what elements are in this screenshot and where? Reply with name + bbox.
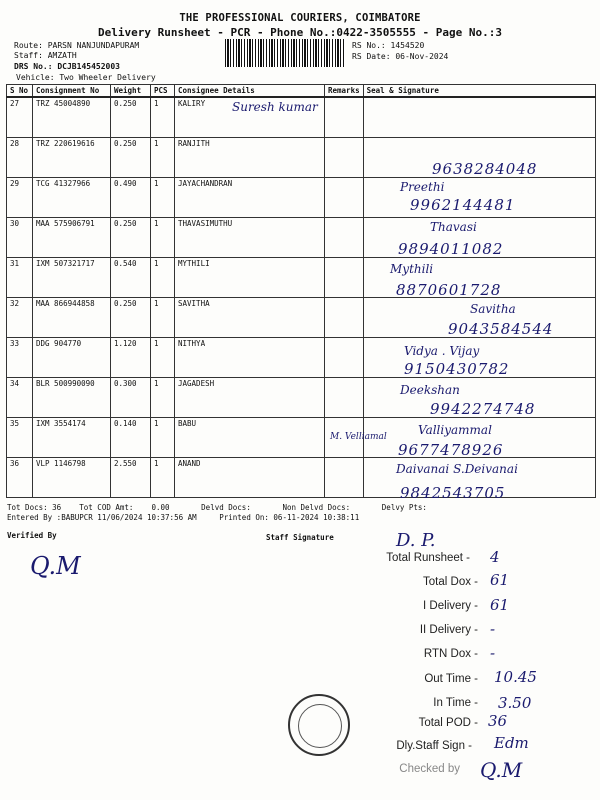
sign-vidya: Vidya . Vijay: [404, 344, 480, 358]
route-line: Route: PARSN NANJUNDAPURAM: [14, 41, 140, 50]
verified-by-label: Verified By: [7, 531, 57, 540]
summary-label-i-delivery: I Delivery -: [423, 600, 478, 612]
company-title: THE PROFESSIONAL COURIERS, COIMBATORE: [179, 12, 421, 24]
drs-line: DRS No.: DCJB145452003: [14, 62, 120, 71]
runsheet-table: [6, 84, 596, 498]
col-remarks: Remarks: [325, 85, 364, 98]
summary-label-ii-delivery: II Delivery -: [419, 624, 478, 636]
summary-label-staff-sign: Dly.Staff Sign -: [396, 740, 472, 752]
phone-33: 9150430782: [404, 360, 510, 378]
phone-30: 9894011082: [398, 240, 504, 258]
col-consignee: Consignee Details: [175, 85, 325, 98]
sign-daivanai: Daivanai S.Deivanai: [396, 462, 518, 476]
rs-date-line: RS Date: 06-Nov-2024: [352, 52, 449, 61]
staff-signature-label: Staff Signature: [266, 533, 334, 542]
table-row: 28 TRZ 220619616 0.250 1 RANJITH: [7, 137, 596, 177]
summary-value-runsheet: 4: [490, 548, 500, 566]
summary-value-out-time: 10.45: [494, 668, 537, 686]
runsheet-subtitle: Delivery Runsheet - PCR - Phone No.:0422-3505555 - Page No.:3: [98, 26, 502, 39]
phone-31: 8870601728: [396, 281, 502, 299]
summary-label-in-time: In Time -: [433, 697, 478, 709]
verified-signature: Q.M: [30, 552, 81, 580]
phone-32: 9043584544: [448, 320, 554, 338]
table-row: 36 VLP 1146798 2.550 1 ANAND: [7, 457, 596, 497]
table-row: 34 BLR 500990090 0.300 1 JAGADESH: [7, 377, 596, 417]
table-row: 29 TCG 41327966 0.490 1 JAYACHANDRAN: [7, 177, 596, 217]
summary-label-total-pod: Total POD -: [418, 717, 478, 729]
summary-value-checked-by: Q.M: [480, 758, 523, 782]
office-seal-stamp: [288, 694, 350, 756]
phone-36: 9842543705: [400, 484, 506, 502]
phone-29: 9962144481: [410, 196, 516, 214]
table-row: 31 IXM 507321717 0.540 1 MYTHILI: [7, 257, 596, 297]
summary-value-total-dox: 61: [490, 571, 510, 589]
table-row: 33 DDG 904770 1.120 1 NITHYA: [7, 337, 596, 377]
table-row: 30 MAA 575906791 0.250 1 THAVASIMUTHU: [7, 217, 596, 257]
col-weight: Weight: [111, 85, 151, 98]
col-consignment: Consignment No: [33, 85, 111, 98]
sign-deekshan: Deekshan: [400, 383, 460, 397]
totals-line: Tot Docs: 36 Tot COD Amt: 0.00 Delvd Docs: Non Delvd Docs: Delvy Pts:: [7, 503, 427, 512]
table-row: 27 TRZ 45004890 0.250 1 KALIRY: [7, 97, 596, 137]
sign-thavasi: Thavasi: [430, 220, 477, 234]
sign-savitha: Savitha: [470, 302, 516, 316]
sign-velli: Valliyammal: [418, 423, 492, 437]
col-pcs: PCS: [151, 85, 175, 98]
sign-kaliry: Suresh kumar: [232, 100, 318, 114]
table-row: 32 MAA 866944858 0.250 1 SAVITHA: [7, 297, 596, 337]
sign-mythili: Mythili: [390, 262, 434, 276]
summary-value-ii-delivery: -: [490, 620, 496, 638]
table-row: 35 IXM 3554174 0.140 1 BABU: [7, 417, 596, 457]
vehicle-line: Vehicle: Two Wheeler Delivery: [16, 73, 156, 82]
phone-34: 9942274748: [430, 400, 536, 418]
phone-28: 9638284048: [432, 160, 538, 178]
rs-no-line: RS No.: 1454520: [352, 41, 425, 50]
summary-value-total-pod: 36: [488, 712, 508, 730]
summary-label-out-time: Out Time -: [424, 673, 478, 685]
summary-value-rtn-dox: -: [490, 644, 496, 662]
phone-35: 9677478926: [398, 441, 504, 459]
sign-preethi: Preethi: [400, 180, 445, 194]
summary-value-staff-sign: Edm: [494, 734, 529, 752]
dpi-mark: D. P.: [396, 530, 436, 551]
drs-barcode: [225, 39, 345, 67]
summary-label-checked-by: Checked by: [399, 763, 460, 775]
summary-value-i-delivery: 61: [490, 596, 510, 614]
entered-line: Entered By :BABUPCR 11/06/2024 10:37:56 AM Printed On: 06-11-2024 10:38:11: [7, 513, 360, 522]
col-sno: S No: [7, 85, 33, 98]
summary-label-rtn-dox: RTN Dox -: [423, 648, 478, 660]
table-header-row: [7, 85, 596, 98]
staff-line: Staff: AMZATH: [14, 51, 77, 60]
remark-35: M. Velliamal: [330, 432, 387, 442]
summary-label-runsheet: Total Runsheet -: [386, 552, 470, 564]
col-signature: Seal & Signature: [363, 85, 595, 98]
summary-label-total-dox: Total Dox -: [423, 576, 478, 588]
summary-value-in-time: 3.50: [498, 694, 532, 712]
